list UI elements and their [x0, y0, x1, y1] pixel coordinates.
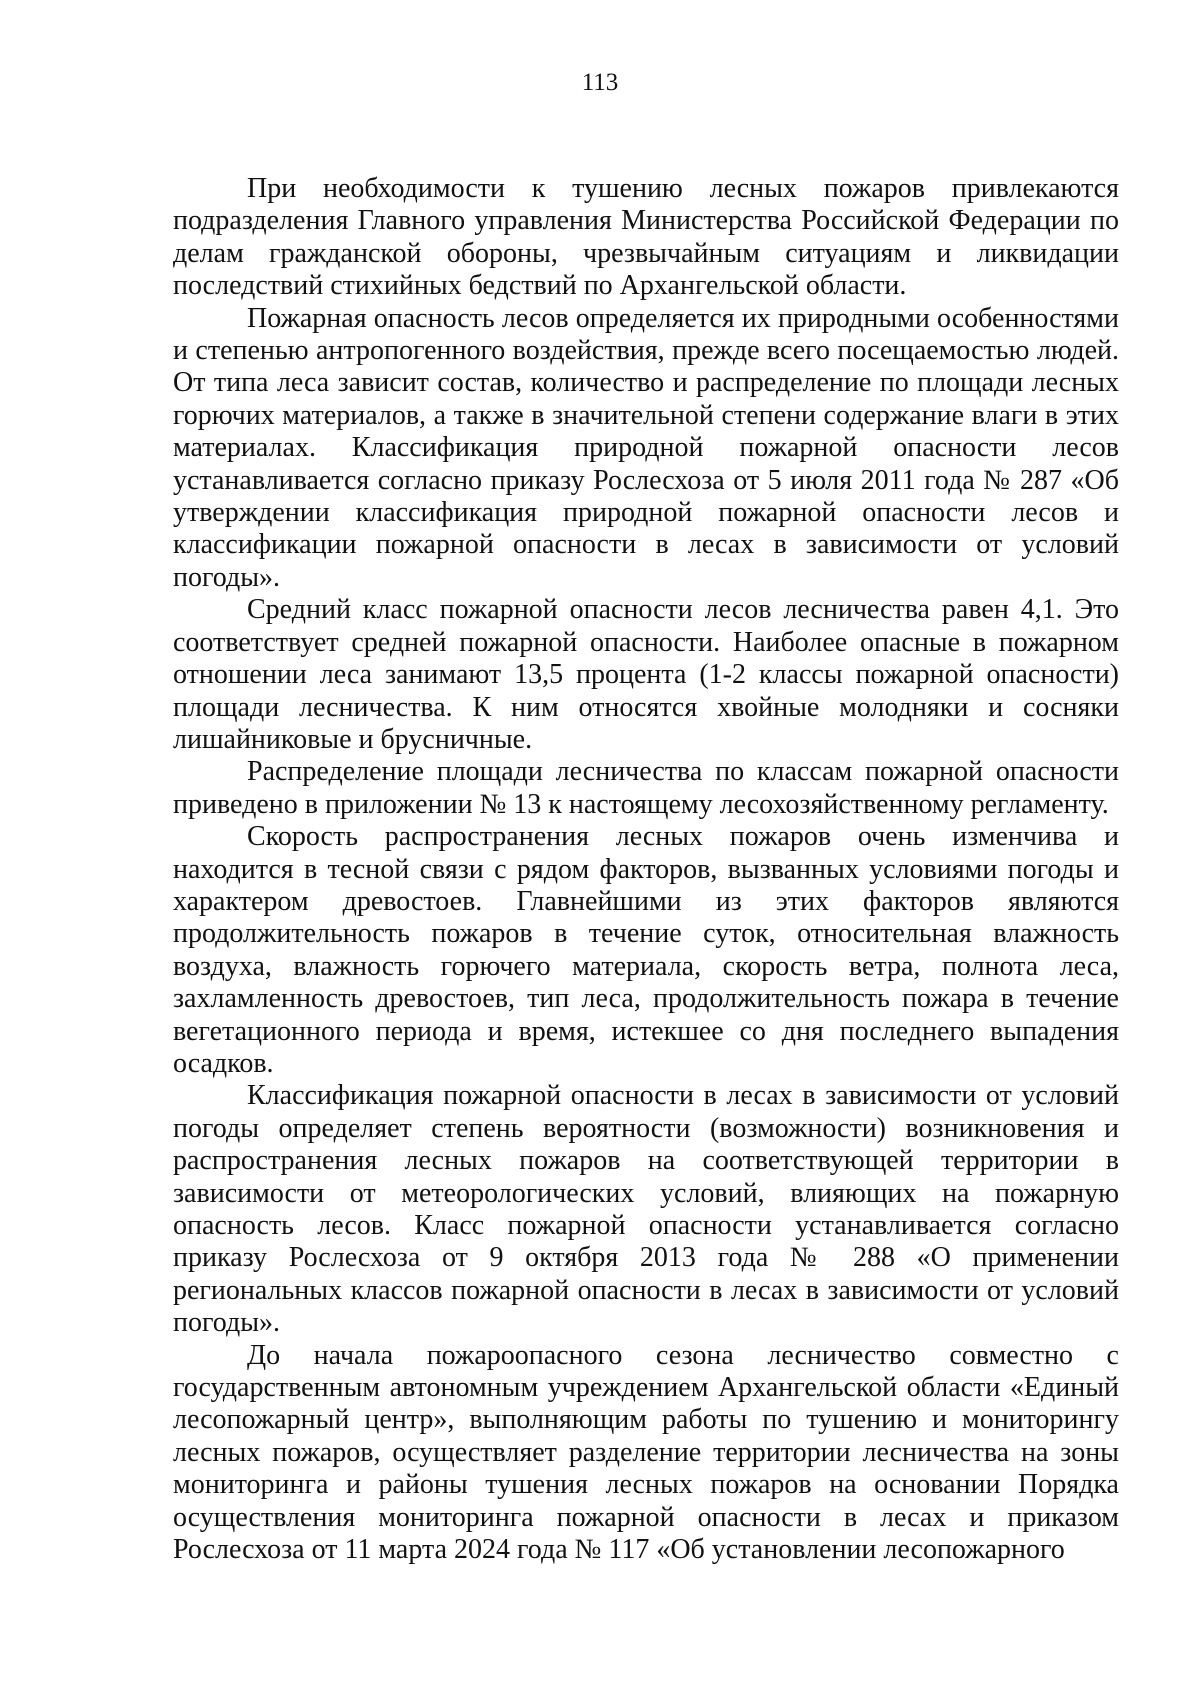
paragraph-fire-danger-of-forests: Пожарная опасность лесов определяется их природными особенностями и степенью антропогенного воздействия, прежде всего посещаемостью людей. От типа леса зависит состав, количество и распределение по площади лесных горючих материалов, а также в значительной степени содержание влаги в этих материалах. Классификация природной пожарной опасности лесов устанавливается согласно приказу Рослесхоза от 5 июля 2011 года № 287 «Об утверждении классификация природной пожарной опасности лесов и классификации пожарной опасности в лесах в зависимости от условий погоды». — [173, 302, 1119, 593]
paragraph-fire-spread-factors: Скорость распространения лесных пожаров очень изменчива и находится в тесной связи с рядом факторов, вызванных условиями погоды и характером древостоев. Главнейшими из этих факторов являются продолжительность пожаров в течение суток, относительная влажность воздуха, влажность горючего материала, скорость ветра, полнота леса, захламленность древостоев, тип леса, продолжительность пожара в течение вегетационного периода и время, истекшее со дня последнего выпадения осадков. — [173, 821, 1119, 1079]
page-number: 113 — [581, 69, 619, 96]
paragraph-average-fire-danger-class: Средний класс пожарной опасности лесов лесничества равен 4,1. Это соответствует средней пожарной опасности. Наиболее опасные в пожарном отношении леса занимают 13,5 процента (1-2 классы пожарной опасности) площади лесничества. К ним относятся хвойные молодняки и сосняки лишайниковые и брусничные. — [173, 594, 1119, 755]
document-body — [173, 173, 1119, 1566]
paragraph-fire-danger-distribution: Распределение площади лесничества по классам пожарной опасности приведено в приложении № 13 к настоящему лесохозяйственному регламенту. — [173, 756, 1119, 820]
paragraph-fire-suppression-units: При необходимости к тушению лесных пожаров привлекаются подразделения Главного управления Министерства Российской Федерации по делам гражданской обороны, чрезвычайным ситуациям и ликвидации последствий стихийных бедствий по Архангельской области. — [173, 173, 1119, 302]
paragraph-weather-fire-danger-classification: Классификация пожарной опасности в лесах в зависимости от условий погоды определяет степень вероятности (возможности) возникновения и распространения лесных пожаров на соответствующей территории в зависимости от метеорологических условий, влияющих на пожарную опасность лесов. Класс пожарной опасности устанавливается согласно приказу Рослесхоза от 9 октября 2013 года № 288 «О применении региональных классов пожарной опасности в лесах в зависимости от условий погоды». — [173, 1080, 1119, 1339]
paragraph-monitoring-zones: До начала пожароопасного сезона лесничество совместно с государственным автономным учреждением Архангельской области «Единый лесопожарный центр», выполняющим работы по тушению и мониторингу лесных пожаров, осуществляет разделение территории лесничества на зоны мониторинга и районы тушения лесных пожаров на основании Порядка осуществления мониторинга пожарной опасности в лесах и приказом Рослесхоза от 11 марта 2024 года № 117 «Об установлении лесопожарного — [173, 1339, 1119, 1566]
